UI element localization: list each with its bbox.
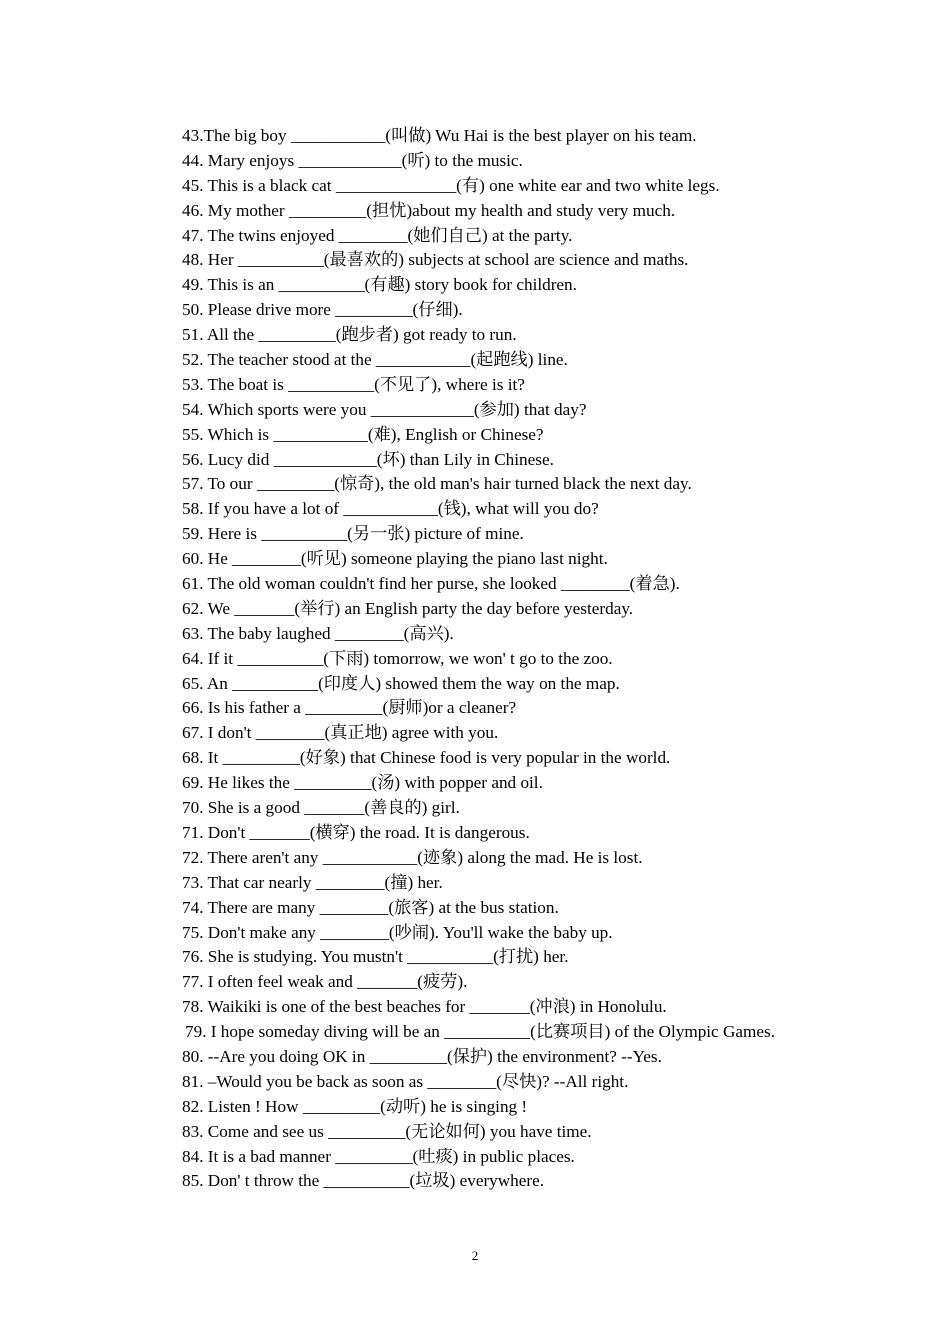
exercise-line-65: 65. An __________(印度人) showed them the way on the map. — [182, 673, 620, 693]
exercise-line-55: 55. Which is ___________(难), English or Chinese? — [182, 424, 544, 444]
exercise-line-48: 48. Her __________(最喜欢的) subjects at school are science and maths. — [182, 250, 689, 270]
exercise-line-71: 71. Don't _______(横穿) the road. It is dangerous. — [182, 822, 530, 842]
exercise-line-77: 77. I often feel weak and _______(疲劳). — [182, 972, 468, 992]
exercise-line-76: 76. She is studying. You mustn't __________(打扰) her. — [182, 947, 569, 967]
exercise-line-54: 54. Which sports were you ____________(参加) that day? — [182, 399, 587, 419]
exercise-line-60: 60. He ________(听见) someone playing the piano last night. — [182, 549, 608, 569]
exercise-line-64: 64. If it __________(下雨) tomorrow, we won' t go to the zoo. — [182, 648, 613, 668]
exercise-line-50: 50. Please drive more _________(仔细). — [182, 300, 463, 320]
exercise-line-53: 53. The boat is __________(不见了), where is it? — [182, 374, 525, 394]
exercise-line-51: 51. All the _________(跑步者) got ready to run. — [182, 325, 517, 345]
exercise-line-84: 84. It is a bad manner _________(吐痰) in public places. — [182, 1146, 575, 1166]
exercise-line-43: 43.The big boy ___________(叫做) Wu Hai is the best player on his team. — [182, 126, 697, 145]
exercise-line-83: 83. Come and see us _________(无论如何) you have time. — [182, 1121, 592, 1141]
exercise-line-62: 62. We _______(举行) an English party the day before yesterday. — [182, 598, 634, 618]
page-number: 2 — [471, 1248, 479, 1263]
exercise-line-61: 61. The old woman couldn't find her purse, she looked ________(着急). — [182, 574, 680, 594]
exercise-line-78: 78. Waikiki is one of the best beaches for _______(冲浪) in Honolulu. — [182, 997, 667, 1017]
exercise-line-81: 81. –Would you be back as soon as ________(尽快)? --All right. — [182, 1071, 629, 1091]
exercise-line-82: 82. Listen ! How _________(动听) he is singing ! — [182, 1096, 528, 1116]
exercise-line-68: 68. It _________(好象) that Chinese food is very popular in the world. — [182, 748, 671, 768]
exercise-line-44: 44. Mary enjoys ____________(听) to the music. — [182, 150, 523, 170]
exercise-line-57: 57. To our _________(惊奇), the old man's hair turned black the next day. — [182, 474, 692, 494]
exercise-line-70: 70. She is a good _______(善良的) girl. — [182, 798, 460, 818]
exercise-list — [144, 124, 806, 1194]
exercise-line-47: 47. The twins enjoyed ________(她们自己) at the party. — [182, 225, 573, 245]
exercise-line-49: 49. This is an __________(有趣) story book for children. — [182, 275, 577, 295]
exercise-line-74: 74. There are many ________(旅客) at the bus station. — [182, 897, 559, 917]
exercise-line-46: 46. My mother _________(担忧)about my health and study very much. — [182, 200, 676, 220]
exercise-line-66: 66. Is his father a _________(厨师)or a cleaner? — [182, 698, 517, 718]
exercise-line-79: 79. I hope someday diving will be an __________(比赛项目) of the Olympic Games. — [185, 1022, 776, 1042]
exercise-line-63: 63. The baby laughed ________(高兴). — [182, 623, 454, 643]
exercise-line-67: 67. I don't ________(真正地) agree with you. — [182, 723, 499, 743]
exercise-line-58: 58. If you have a lot of ___________(钱), what will you do? — [182, 499, 599, 519]
exercise-line-73: 73. That car nearly ________(撞) her. — [182, 872, 443, 892]
exercise-line-45: 45. This is a black cat ______________(有) one white ear and two white legs. — [182, 175, 720, 195]
exercise-line-52: 52. The teacher stood at the ___________(起跑线) line. — [182, 350, 568, 370]
exercise-line-80: 80. --Are you doing OK in _________(保护) the environment? --Yes. — [182, 1046, 662, 1066]
exercise-line-85: 85. Don' t throw the __________(垃圾) everywhere. — [182, 1171, 545, 1191]
exercise-line-56: 56. Lucy did ____________(坏) than Lily in Chinese. — [182, 449, 554, 469]
exercise-line-59: 59. Here is __________(另一张) picture of mine. — [182, 524, 524, 544]
exercise-line-72: 72. There aren't any ___________(迹象) along the mad. He is lost. — [182, 847, 643, 867]
exercise-line-75: 75. Don't make any ________(吵闹). You'll wake the baby up. — [182, 922, 613, 942]
exercise-line-69: 69. He likes the _________(汤) with popper and oil. — [182, 773, 543, 793]
